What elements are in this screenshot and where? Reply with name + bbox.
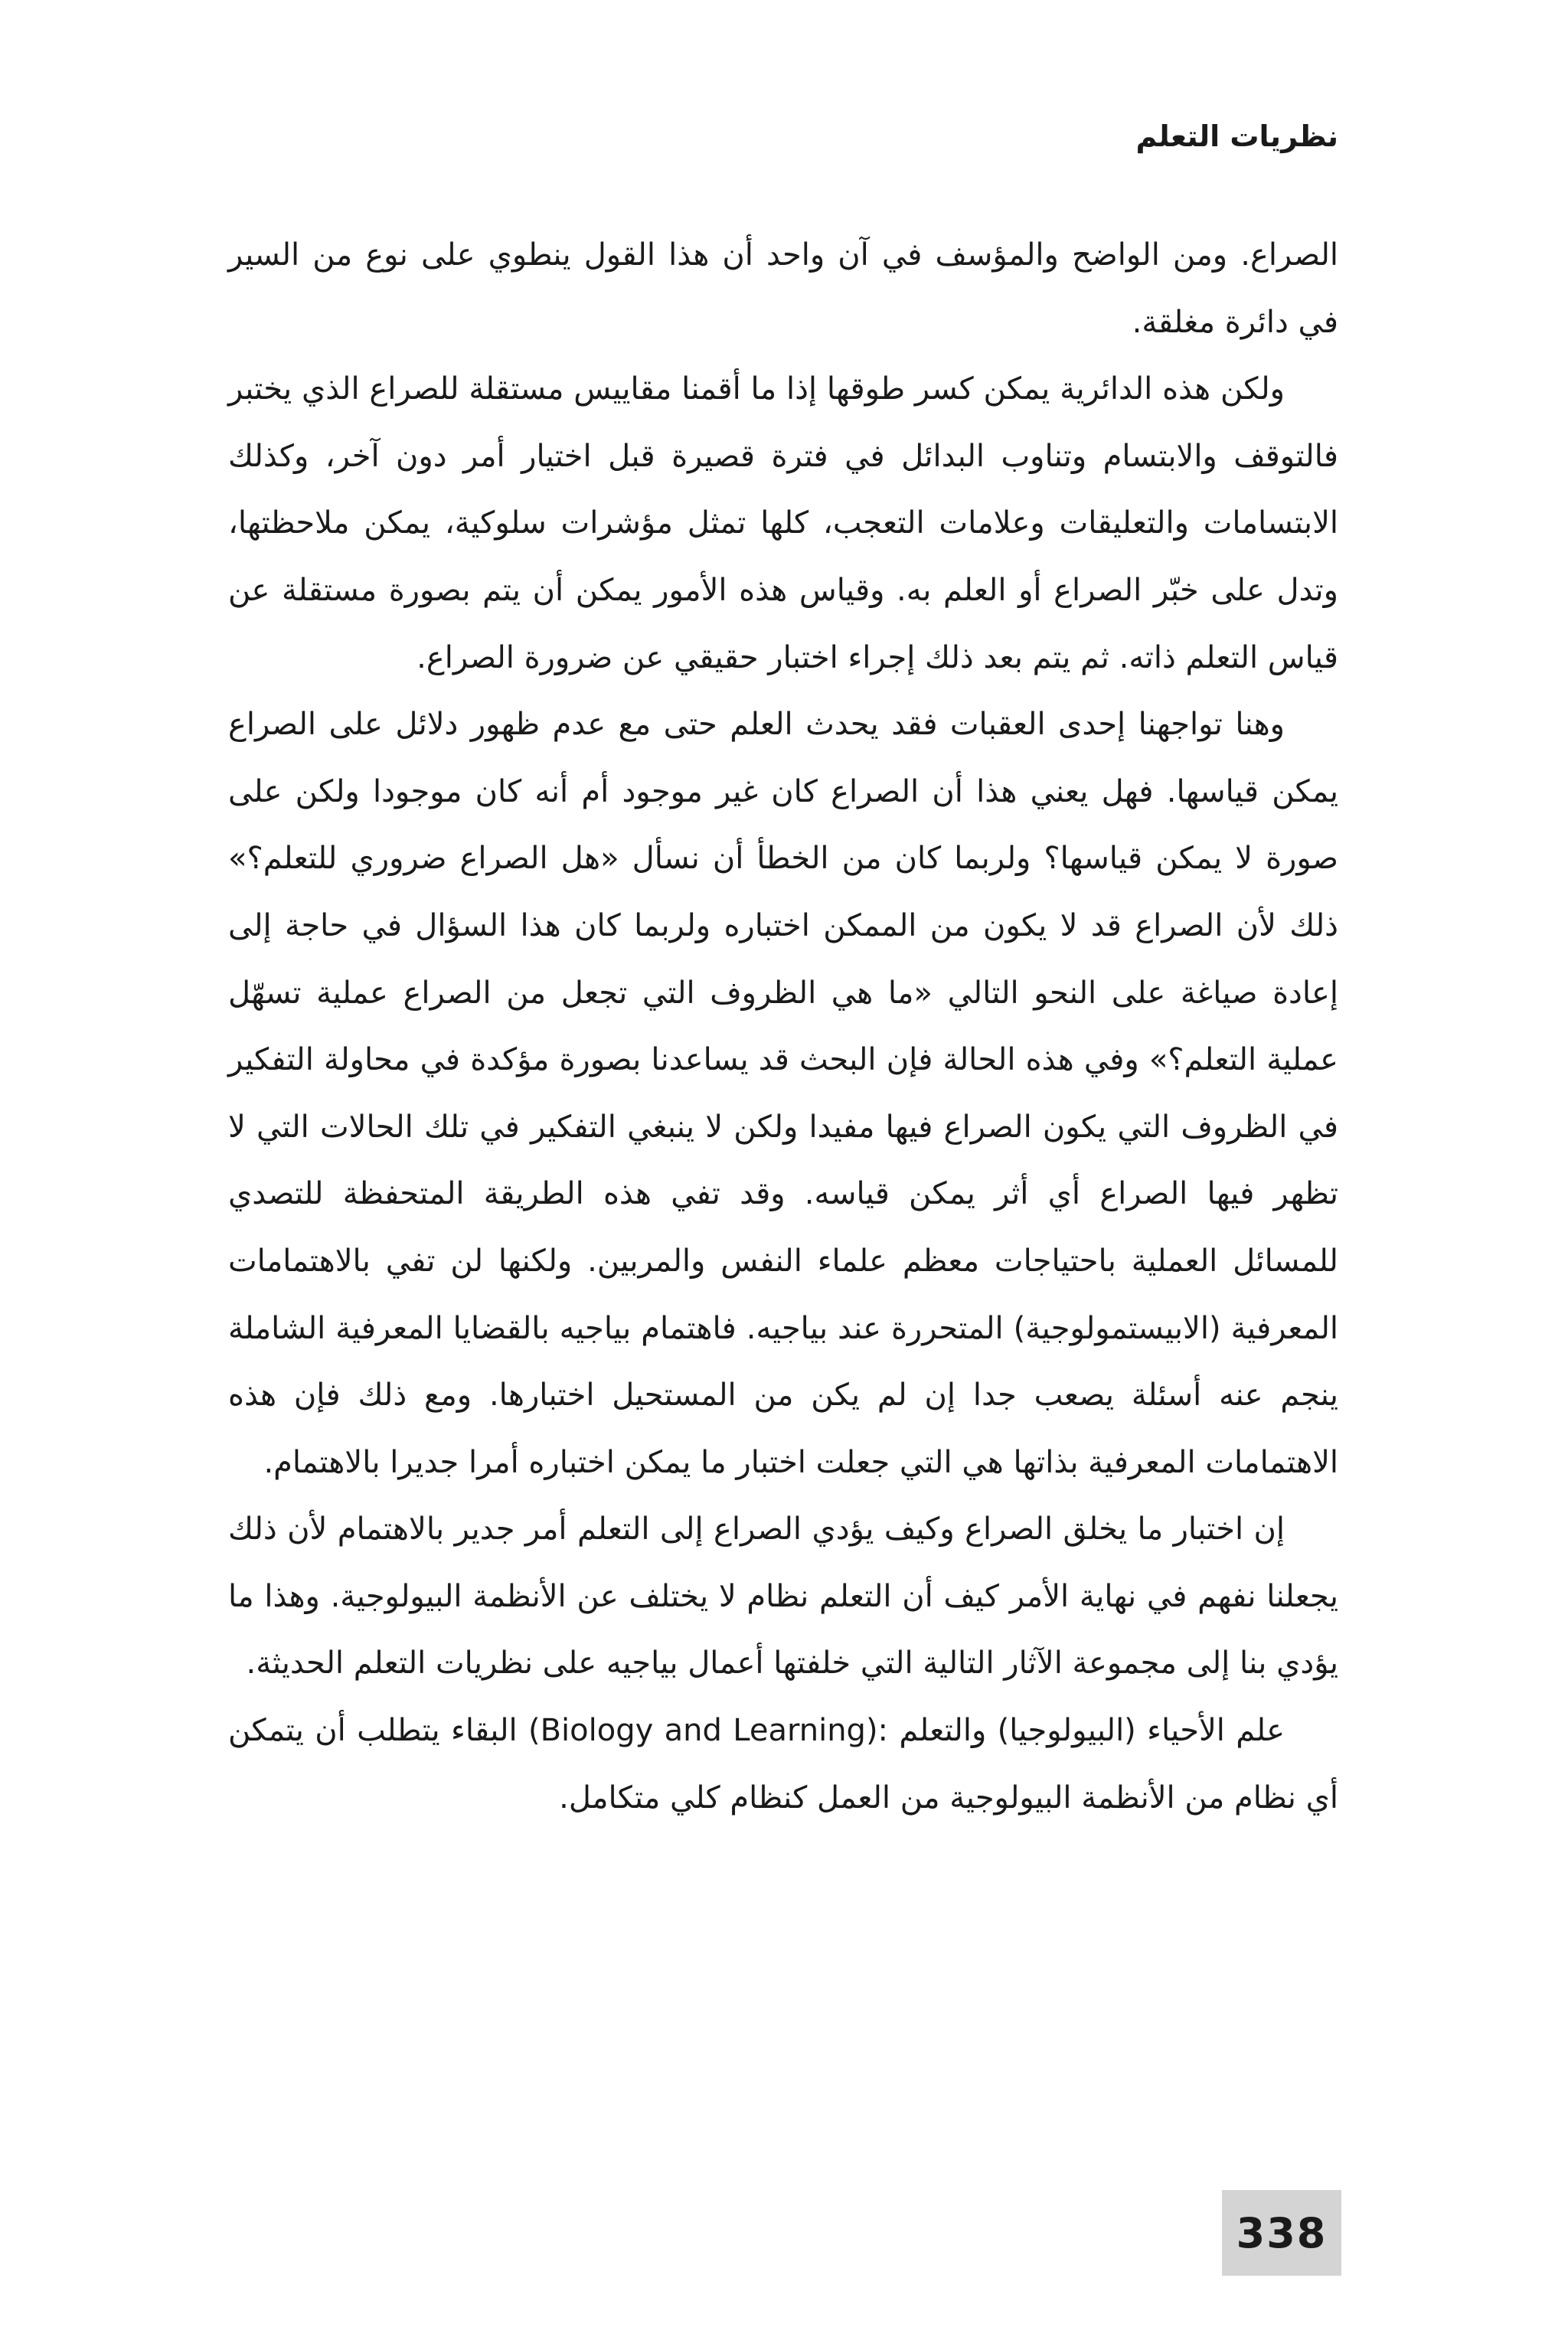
paragraph-2: ولكن هذه الدائرية يمكن كسر طوقها إذا ما أقمنا مقاييس مستقلة للصراع الذي يختبر فالتوقف والابتسام وتناوب البدائل في فترة قصيرة قبل اختيار أمر دون آخر، وكذلك الابتسامات والتعليقات وعلامات التعجب، كلها تمثل مؤشرات سلوكية، يمكن ملاحظتها، وتدل على خبّر الصراع أو العلم به. وقياس هذه الأمور يمكن أن يتم بصورة مستقلة عن قياس التعلم ذاته. ثم يتم بعد ذلك إجراء اختبار حقيقي عن ضرورة الصراع.	[228, 371, 1338, 675]
paragraph-1: الصراع. ومن الواضح والمؤسف في آن واحد أن هذا القول ينطوي على نوع من السير في دائرة مغلقة.	[228, 237, 1338, 340]
page-number: 338	[1236, 2208, 1328, 2257]
paragraph-4: إن اختبار ما يخلق الصراع وكيف يؤدي الصراع إلى التعلم أمر جدير بالاهتمام لأن ذلك يجعلنا نفهم في نهاية الأمر كيف أن التعلم نظام لا يختلف عن الأنظمة البيولوجية. وهذا ما يؤدي بنا إلى مجموعة الآثار التالية التي خلفتها أعمال بياجيه على نظريات التعلم الحديثة.	[228, 1512, 1338, 1682]
page-number-box	[1222, 2190, 1341, 2276]
running-head: نظريات التعلم	[1135, 119, 1338, 153]
body-text	[228, 222, 1338, 1832]
paragraph-3: وهنا تواجهنا إحدى العقبات فقد يحدث العلم حتى مع عدم ظهور دلائل على الصراع يمكن قياسها. فهل يعني هذا أن الصراع كان غير موجود أم أنه كان موجودا ولكن على صورة لا يمكن قياسها؟ ولربما كان من الخطأ أن نسأل «هل الصراع ضروري للتعلم؟» ذلك لأن الصراع قد لا يكون من الممكن اختباره ولربما كان هذا السؤال في حاجة إلى إعادة صياغة على النحو التالي «ما هي الظروف التي تجعل من الصراع عملية تسهّل عملية التعلم؟» وفي هذه الحالة فإن البحث قد يساعدنا بصورة مؤكدة في محاولة التفكير في الظروف التي يكون الصراع فيها مفيدا ولكن لا ينبغي التفكير في تلك الحالات التي لا تظهر فيها الصراع أي أثر يمكن قياسه. وقد تفي هذه الطريقة المتحفظة للتصدي للمسائل العملية باحتياجات معظم علماء النفس والمربين. ولكنها لن تفي بالاهتمامات المعرفية (الابيستمولوجية) المتحررة عند بياجيه. فاهتمام بياجيه بالقضايا المعرفية الشاملة ينجم عنه أسئلة يصعب جدا إن لم يكن من المستحيل اختبارها. ومع ذلك فإن هذه الاهتمامات المعرفية بذاتها هي التي جعلت اختبار ما يمكن اختباره أمرا جديرا بالاهتمام.	[228, 707, 1338, 1480]
paragraph-5: علم الأحياء (البيولوجيا) والتعلم :(Biology and Learning) البقاء يتطلب أن يتمكن أي نظام من الأنظمة البيولوجية من العمل كنظام كلي متكامل.	[228, 1713, 1338, 1816]
